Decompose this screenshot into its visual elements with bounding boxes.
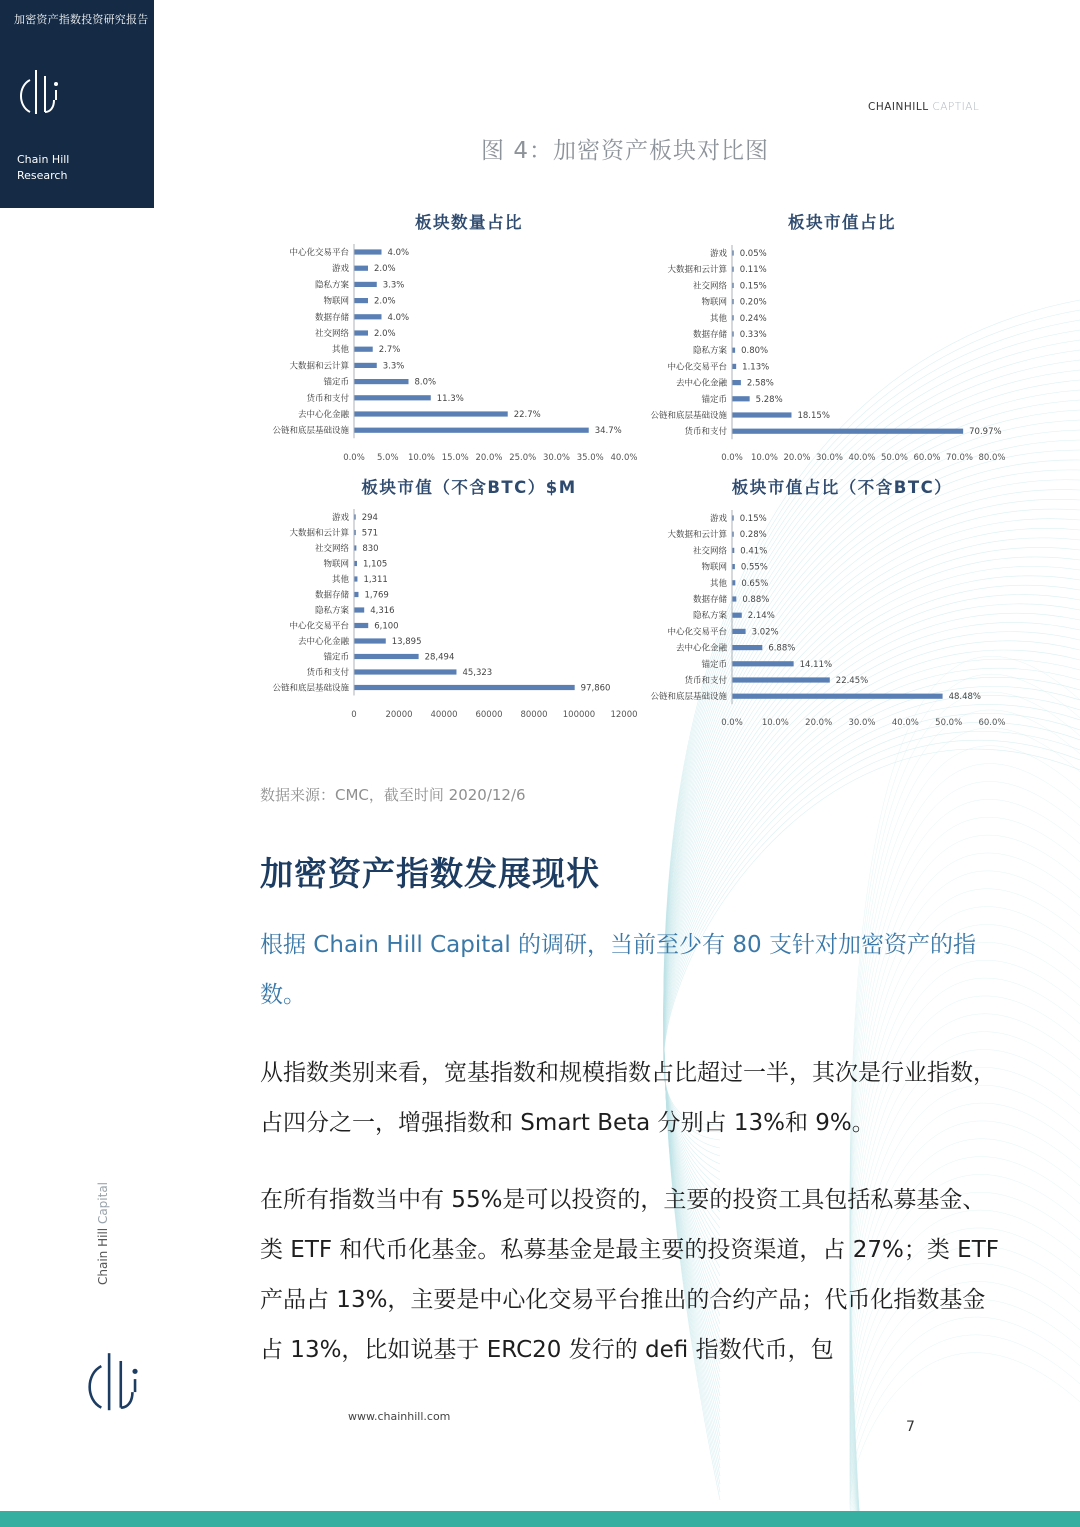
brand-wordmark: CHAINHILL CAPTIAL (868, 101, 980, 113)
value-label: 0.28% (739, 530, 767, 541)
category-label: 数据存储 (314, 590, 349, 601)
category-label: 去中心化金融 (297, 637, 349, 647)
chart-sector-count-share (250, 208, 640, 470)
bar (355, 411, 508, 416)
bar (355, 298, 369, 303)
value-label: 97,860 (580, 683, 611, 694)
category-label: 去中心化金融 (297, 410, 349, 420)
x-tick-label: 20.0% (475, 453, 503, 463)
category-label: 中心化交易平台 (667, 362, 727, 373)
bar (355, 638, 386, 643)
category-label: 其他 (331, 575, 349, 585)
category-label: 游戏 (709, 514, 727, 524)
chart-sector-mcap-share (628, 208, 1018, 470)
chart-title: 板块市值占比（不含BTC） (731, 478, 953, 497)
chainhill-logo-icon (14, 66, 64, 120)
value-label: 0.05% (739, 249, 767, 259)
page-number: 7 (906, 1419, 915, 1435)
value-label: 2.58% (746, 378, 774, 389)
header-sidebar (0, 0, 154, 208)
x-tick-label: 70.0% (945, 453, 974, 463)
category-label: 社交网络 (314, 329, 349, 339)
chart-sector-mcap-share-exbtc (628, 473, 1018, 735)
bar (733, 315, 734, 320)
value-label: 1.13% (742, 362, 770, 373)
bar (733, 629, 746, 634)
bar (355, 576, 358, 581)
chart-sector-mcap-exbtc (250, 473, 640, 725)
bar (733, 412, 792, 417)
bar (355, 623, 369, 628)
x-tick-label: 10.0% (750, 453, 779, 463)
chart-title: 板块数量占比 (415, 213, 523, 232)
section-heading: 加密资产指数发展现状 (260, 854, 600, 893)
x-tick-label: 0.0% (343, 453, 365, 463)
bar (733, 515, 734, 520)
category-label: 社交网络 (314, 544, 349, 554)
category-label: 数据存储 (314, 312, 349, 323)
category-label: 公链和底层基础设施 (650, 692, 727, 703)
value-label: 571 (361, 528, 379, 539)
category-label: 大数据和云计算 (289, 528, 349, 539)
bar (355, 363, 377, 368)
lead-paragraph: 根据 Chain Hill Capital 的调研，当前至少有 80 支针对加密资产的指数。 (260, 932, 976, 1008)
category-label: 隐私方案 (692, 346, 727, 357)
value-label: 294 (361, 513, 378, 523)
category-label: 公链和底层基础设施 (272, 426, 349, 437)
bar (733, 613, 742, 618)
category-label: 物联网 (323, 296, 349, 307)
x-tick-label: 15.0% (441, 453, 469, 463)
research-label: Chain Hill Research (17, 153, 70, 182)
category-label: 大数据和云计算 (289, 361, 349, 372)
value-label: 22.7% (513, 410, 541, 420)
chart-title: 板块市值占比 (788, 213, 896, 232)
category-label: 隐私方案 (692, 611, 727, 622)
bar (355, 530, 356, 535)
x-tick-label: 80.0% (978, 453, 1006, 463)
category-label: 公链和底层基础设施 (650, 411, 727, 421)
category-label: 游戏 (709, 249, 727, 259)
value-label: 13,895 (391, 637, 422, 647)
value-label: 28,494 (424, 652, 455, 663)
paragraph-index-types: 从指数类别来看，宽基指数和规模指数占比超过一半，其次是行业指数，占四分之一，增强指数和 Smart Beta 分别占 13%和 9%。 (260, 1060, 996, 1136)
value-label: 4,316 (370, 606, 395, 616)
bar (733, 250, 734, 255)
chart-title: 板块市值（不含BTC）$M (361, 478, 577, 497)
bar (733, 596, 737, 601)
bar (355, 514, 356, 519)
bar (733, 267, 734, 272)
x-tick-label: 40000 (430, 710, 458, 720)
category-label: 公链和底层基础设施 (272, 683, 349, 694)
x-tick-label: 60.0% (913, 453, 941, 463)
x-tick-label: 40.0% (610, 453, 638, 463)
value-label: 2.0% (374, 264, 396, 275)
value-label: 1,311 (363, 575, 388, 585)
bar (355, 607, 365, 612)
category-label: 游戏 (331, 513, 349, 523)
bar (733, 283, 734, 288)
bar (355, 330, 369, 335)
category-label: 社交网络 (692, 281, 727, 292)
value-label: 0.11% (739, 265, 767, 276)
value-label: 0.15% (739, 514, 767, 524)
value-label: 1,769 (364, 590, 389, 601)
value-label: 3.3% (382, 280, 405, 291)
x-tick-label: 12000 (610, 710, 638, 720)
x-tick-label: 20.0% (783, 453, 811, 463)
value-label: 0.33% (739, 330, 767, 340)
value-label: 0.24% (739, 313, 767, 324)
category-label: 货币和支付 (684, 676, 727, 686)
x-tick-label: 0.0% (721, 453, 743, 463)
bar (733, 396, 750, 401)
bar (733, 580, 736, 585)
value-label: 0.20% (739, 297, 767, 308)
x-tick-label: 30.0% (815, 453, 844, 463)
bar (733, 645, 763, 650)
category-label: 隐私方案 (314, 280, 349, 291)
x-tick-label: 0 (351, 710, 357, 720)
footer-website-link[interactable]: www.chainhill.com (348, 1410, 451, 1423)
x-tick-label: 20.0% (805, 718, 833, 728)
value-label: 22.45% (835, 676, 869, 686)
category-label: 货币和支付 (306, 393, 349, 404)
x-tick-label: 25.0% (509, 453, 537, 463)
paragraph-investable-indices: 在所有指数当中有 55%是可以投资的，主要的投资工具包括私募基金、类 ETF 和代币化基金。私募基金是最主要的投资渠道，占 27%；类 ETF 产品占 13%，主要是中心化交易平台推出的合约产品；代币化指数基金占 13%，比如说基于 ERC20 发行的 defi 指数代币，包 (260, 1187, 999, 1363)
figure-title: 图 4：加密资产板块对比图 (481, 138, 769, 164)
category-label: 大数据和云计算 (667, 265, 727, 276)
category-label: 锚定币 (323, 377, 349, 388)
bar (355, 347, 373, 352)
x-tick-label: 40.0% (848, 453, 876, 463)
category-label: 中心化交易平台 (289, 248, 349, 258)
bottom-accent-bar (0, 1511, 1080, 1527)
category-label: 数据存储 (692, 595, 727, 605)
x-tick-label: 35.0% (576, 453, 604, 463)
bar (355, 282, 377, 287)
category-label: 物联网 (323, 559, 349, 570)
value-label: 0.80% (741, 346, 769, 357)
category-label: 货币和支付 (684, 427, 727, 438)
category-label: 去中心化金融 (675, 643, 727, 654)
x-tick-label: 80000 (520, 710, 548, 720)
category-label: 其他 (709, 313, 727, 324)
value-label: 11.3% (436, 393, 464, 404)
value-label: 0.88% (742, 595, 770, 605)
bar (355, 592, 359, 597)
value-label: 0.41% (740, 546, 768, 557)
x-tick-label: 60000 (475, 710, 503, 720)
bar (733, 331, 734, 336)
value-label: 2.14% (747, 611, 775, 622)
category-label: 社交网络 (692, 546, 727, 557)
bar (733, 532, 734, 537)
bar (355, 249, 382, 254)
category-label: 货币和支付 (306, 668, 349, 678)
value-label: 45,323 (462, 668, 493, 678)
bar (355, 266, 369, 271)
value-label: 0.55% (740, 562, 768, 573)
value-label: 1,105 (362, 559, 388, 570)
bar (355, 428, 589, 433)
bar (355, 561, 357, 566)
category-label: 物联网 (701, 297, 727, 308)
value-label: 0.15% (739, 281, 767, 292)
value-label: 6,100 (374, 621, 399, 632)
x-tick-label: 30.0% (848, 718, 876, 728)
category-label: 数据存储 (692, 330, 727, 340)
value-label: 2.0% (374, 296, 396, 307)
value-label: 18.15% (797, 411, 830, 421)
x-tick-label: 5.0% (376, 453, 399, 463)
bar (355, 654, 419, 659)
data-source-note: 数据来源：CMC，截至时间 2020/12/6 (260, 786, 526, 804)
value-label: 5.28% (755, 394, 783, 405)
value-label: 2.0% (374, 329, 396, 339)
value-label: 70.97% (969, 427, 1002, 438)
category-label: 游戏 (331, 264, 349, 275)
value-label: 6.88% (768, 643, 796, 654)
report-title: 加密资产指数投资研究报告 (14, 13, 149, 26)
value-label: 48.48% (948, 692, 982, 703)
bar (733, 348, 736, 353)
x-tick-label: 50.0% (880, 453, 909, 463)
bar (355, 669, 457, 674)
bar (733, 564, 735, 569)
bar (733, 299, 734, 304)
category-label: 锚定币 (701, 394, 727, 405)
bar (733, 677, 830, 682)
x-tick-label: 10.0% (761, 718, 789, 728)
x-tick-label: 60.0% (978, 718, 1006, 728)
category-label: 其他 (709, 578, 727, 589)
value-label: 14.11% (799, 659, 833, 670)
category-label: 中心化交易平台 (667, 627, 727, 638)
bar (733, 364, 737, 369)
bar (355, 314, 382, 319)
bar (355, 379, 409, 384)
x-tick-label: 50.0% (935, 718, 963, 728)
x-tick-label: 100000 (562, 710, 596, 720)
vertical-brand-text: Chain Hill Capital (96, 1181, 110, 1285)
value-label: 2.7% (378, 345, 401, 356)
value-label: 8.0% (414, 377, 437, 388)
value-label: 4.0% (387, 312, 410, 323)
bar (733, 548, 735, 553)
category-label: 物联网 (701, 562, 727, 573)
value-label: 4.0% (387, 248, 410, 258)
bar (733, 380, 741, 385)
value-label: 34.7% (594, 426, 622, 437)
x-tick-label: 0.0% (721, 718, 743, 728)
category-label: 去中心化金融 (675, 378, 727, 389)
category-label: 隐私方案 (314, 606, 349, 616)
value-label: 0.65% (741, 578, 769, 589)
category-label: 锚定币 (701, 659, 727, 670)
footer-logo-icon (80, 1348, 146, 1418)
x-tick-label: 20000 (385, 710, 413, 720)
bar (733, 694, 943, 699)
value-label: 3.02% (751, 627, 779, 638)
x-tick-label: 30.0% (542, 453, 571, 463)
value-label: 830 (362, 544, 379, 554)
category-label: 中心化交易平台 (289, 621, 349, 632)
bar (733, 661, 794, 666)
value-label: 3.3% (382, 361, 405, 372)
category-label: 大数据和云计算 (667, 530, 727, 541)
x-tick-label: 10.0% (407, 453, 436, 463)
bar (355, 395, 431, 400)
category-label: 其他 (331, 345, 349, 356)
x-tick-label: 40.0% (891, 718, 919, 728)
category-label: 锚定币 (323, 652, 349, 663)
bar (733, 429, 964, 434)
bar (355, 545, 357, 550)
bar (355, 685, 575, 690)
